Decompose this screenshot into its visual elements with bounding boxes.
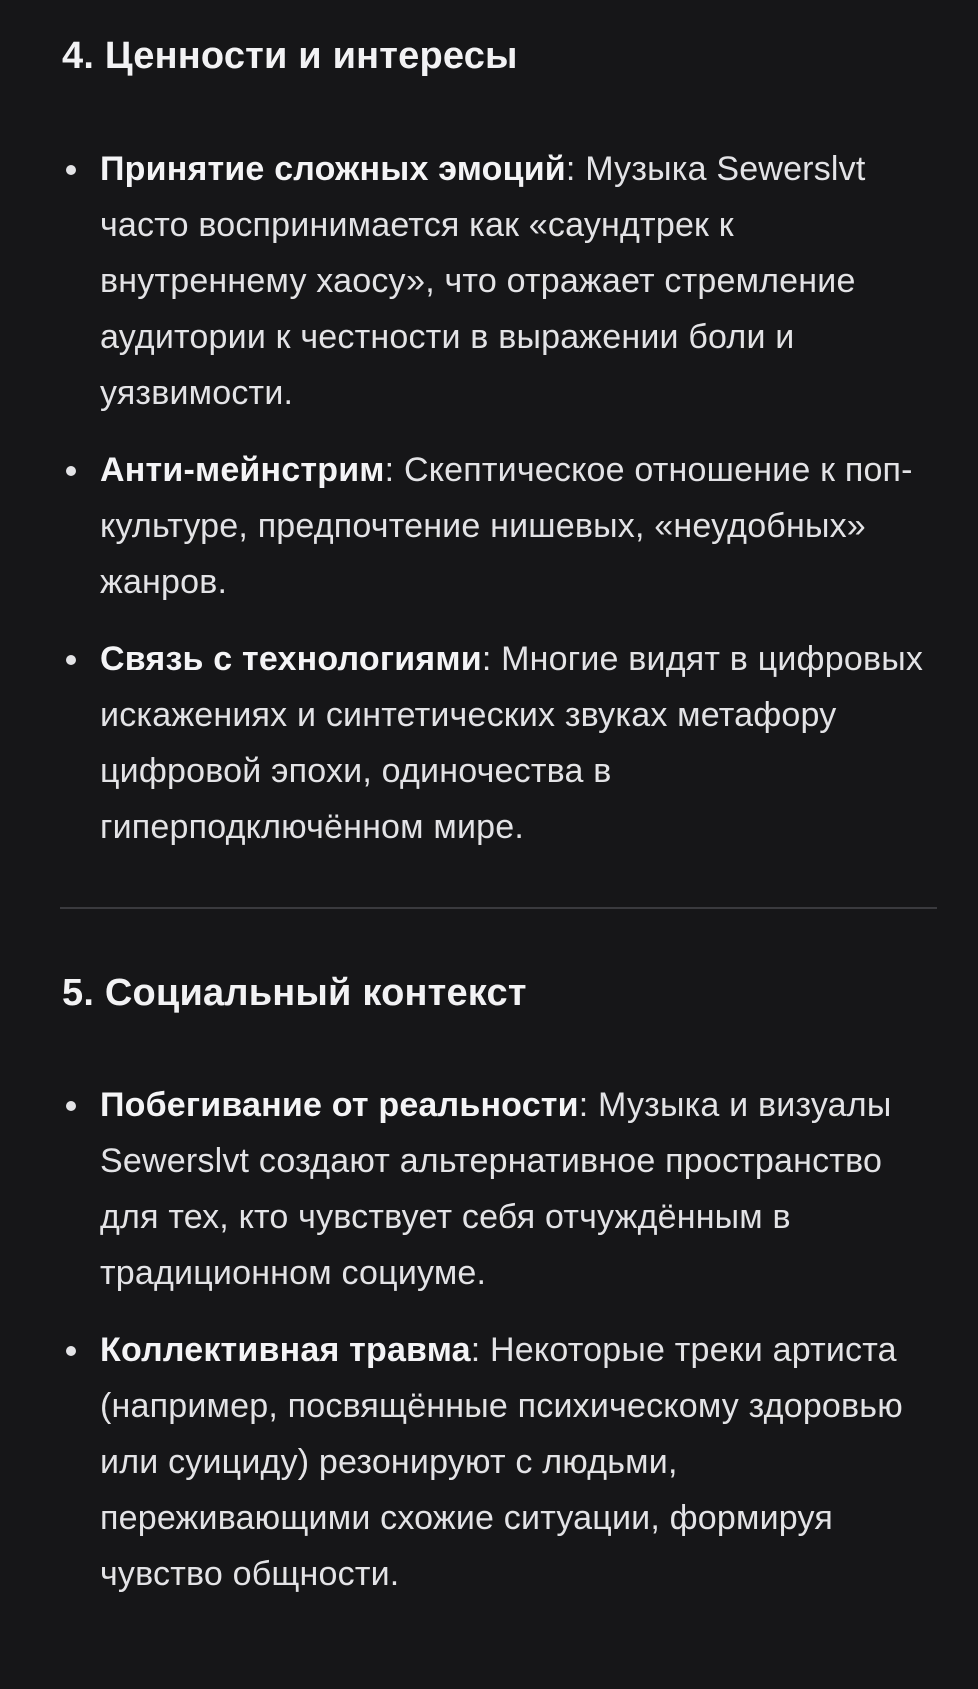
values-list [62, 141, 942, 876]
list-item [62, 141, 942, 421]
list-item-text: : Скептическое отношение к поп-культуре, предпочтение нишевых, «неудобных» жанров. [100, 451, 913, 601]
list-item-text: : Музыка и визуалы Sewerslvt создают альтернативное пространство для тех, кто чувствует себя отчуждённым в традиционном социуме. [100, 1086, 892, 1292]
section-divider [60, 907, 937, 909]
list-item-term: Побегивание от реальности [100, 1086, 579, 1124]
list-item-term: Принятие сложных эмоций [100, 150, 566, 188]
section-heading-social-context: 5. Социальный контекст [62, 972, 527, 1014]
list-item-term: Коллективная травма [100, 1331, 471, 1369]
bullet-icon [66, 655, 76, 665]
bullet-icon [66, 466, 76, 476]
list-item [62, 1077, 942, 1301]
bullet-icon [66, 1101, 76, 1111]
bullet-icon [66, 165, 76, 175]
list-item-text: : Некоторые треки артиста (например, посвящённые психическому здоровью или суициду) резонируют с людьми, переживающими схожие ситуации, формируя чувство общности. [100, 1331, 903, 1593]
list-item [62, 1322, 942, 1602]
bullet-icon [66, 1346, 76, 1356]
list-item-term: Анти-мейнстрим [100, 451, 385, 489]
section-heading-values: 4. Ценности и интересы [62, 35, 518, 77]
list-item-text: : Музыка Sewerslvt часто воспринимается как «саундтрек к внутреннему хаосу», что отражает стремление аудитории к честности в выражении боли и уязвимости. [100, 150, 866, 412]
social-context-list [62, 1077, 942, 1623]
list-item-text: : Многие видят в цифровых искажениях и синтетических звуках метафору цифровой эпохи, одиночества в гиперподключённом мире. [100, 640, 924, 846]
list-item [62, 631, 942, 855]
list-item [62, 442, 942, 610]
list-item-term: Связь с технологиями [100, 640, 482, 678]
